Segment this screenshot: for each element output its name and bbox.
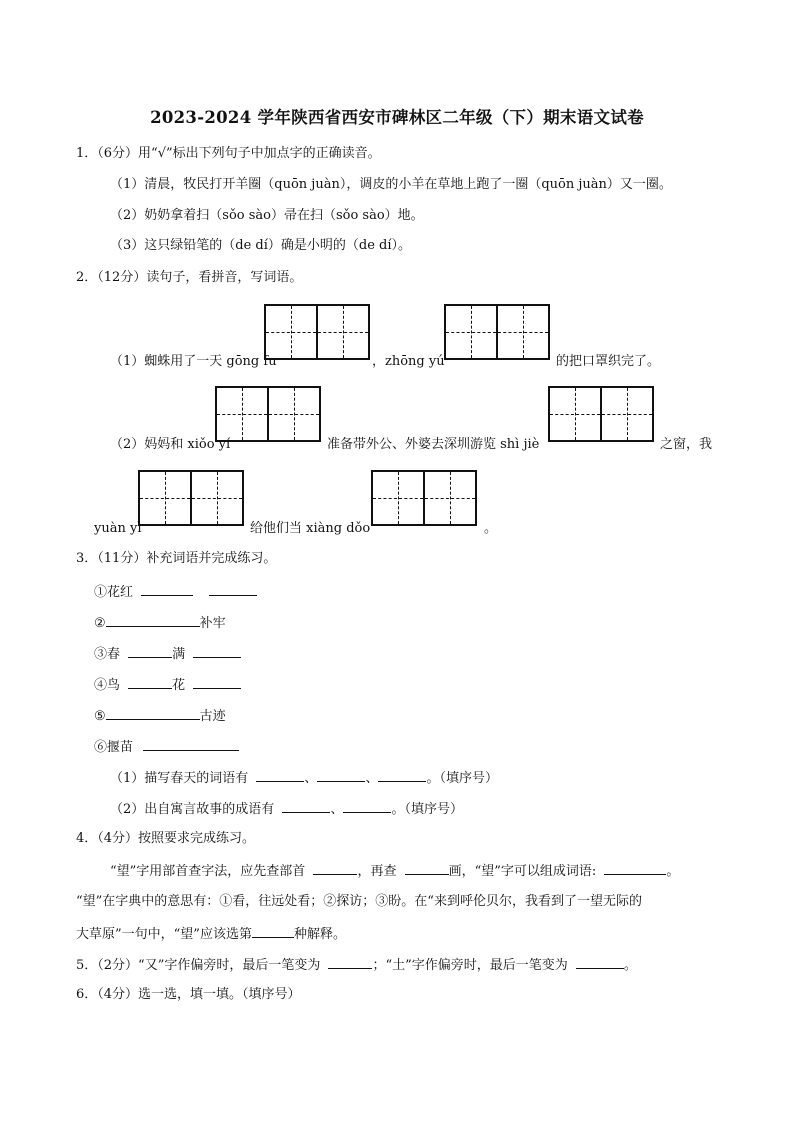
q3-item-4 — [94, 675, 241, 695]
q2-tianzige-shijie[interactable] — [548, 386, 654, 442]
q3-item-4-text-a: ④鸟 — [94, 678, 121, 693]
q6-heading: 6．（4分）选一选，填一填。（填序号） — [76, 987, 301, 1002]
tianzige-cell[interactable] — [425, 472, 475, 524]
q3-item-2-text-b: 补牢 — [199, 616, 226, 631]
q3-item-1 — [94, 582, 257, 602]
q3-part-2-text: （2）出自寓言故事的成语有 — [110, 802, 275, 817]
tianzige-cell[interactable] — [269, 388, 319, 440]
q2-heading: 2．（12分）读句子，看拼音，写词语。 — [76, 270, 303, 285]
fill-blank[interactable] — [141, 582, 193, 596]
q1-sentence-2: （2）奶奶拿着扫（sǒo sào）帚在扫（sǒo sào）地。 — [110, 208, 424, 223]
q2-line1-text-b: ，zhōng yú — [372, 354, 445, 369]
q3-item-1-text: ①花红 — [94, 585, 134, 600]
tianzige-cell[interactable] — [373, 472, 425, 524]
fill-blank[interactable] — [576, 955, 624, 969]
tianzige-cell[interactable] — [318, 306, 368, 358]
tianzige-cell[interactable] — [140, 472, 192, 524]
q5-text-a: 5．（2分）“又”字作偏旁时，最后一笔变为 — [76, 958, 321, 973]
q1-heading: 1．（6分）用“√”标出下列句子中加点字的正确读音。 — [76, 146, 381, 161]
q5-text-b: ；“土”字作偏旁时，最后一笔变为 — [372, 958, 568, 973]
q2-tianzige-gongfu[interactable] — [264, 304, 370, 360]
fill-blank[interactable] — [209, 582, 257, 596]
q3-item-3-text-b: 满 — [172, 647, 186, 662]
q3-part-1 — [110, 768, 498, 788]
q2-tianzige-zhongyu[interactable] — [444, 304, 550, 360]
q2-tianzige-yuanyi[interactable] — [138, 470, 244, 526]
fill-blank[interactable] — [252, 924, 294, 938]
q4-line-1-text-b: ，再查 — [357, 864, 397, 879]
q3-item-5 — [94, 706, 226, 726]
fill-blank[interactable] — [313, 861, 357, 875]
q5-line — [76, 955, 637, 975]
q3-part-2 — [110, 799, 463, 819]
q3-part-1-end: 。（填序号） — [426, 771, 498, 786]
tianzige-cell[interactable] — [446, 306, 498, 358]
tianzige-cell[interactable] — [266, 306, 318, 358]
q4-line-3 — [76, 924, 346, 944]
q2-line3-text-a: yuàn yì — [94, 521, 142, 536]
fill-blank[interactable] — [378, 768, 426, 782]
q3-part-1-text: （1）描写春天的词语有 — [110, 771, 249, 786]
q3-item-6 — [94, 737, 239, 757]
q4-line-1-text-c: 画，“望”字可以组成词语: — [448, 864, 597, 879]
q4-line-3-text-a: 大草原”一句中，“望”应该选第 — [76, 927, 252, 942]
q1-sentence-3: （3）这只绿铅笔的（de dí）确是小明的（de dí）。 — [110, 238, 412, 253]
q2-line2-text-c: 之窗，我 — [660, 437, 713, 452]
fill-blank[interactable] — [405, 861, 449, 875]
tianzige-cell[interactable] — [602, 388, 652, 440]
fill-blank[interactable] — [193, 675, 241, 689]
fill-blank[interactable] — [317, 768, 365, 782]
fill-blank[interactable] — [328, 955, 372, 969]
page-title: 2023-2024 学年陕西省西安市碑林区二年级（下）期末语文试卷 — [150, 108, 644, 127]
q1-sentence-1: （1）清晨，牧民打开羊圈（quōn juàn），调皮的小羊在草地上跑了一圈（quōn juàn）又一圈。 — [110, 177, 672, 192]
q2-line1-text-c: 的把口罩织完了。 — [556, 354, 661, 369]
separator: 、 — [304, 771, 318, 786]
q4-line-1-end: 。 — [666, 864, 680, 879]
q4-line-3-text-b: 种解释。 — [293, 927, 346, 942]
q2-line3-text-c: 。 — [484, 521, 498, 536]
fill-blank[interactable] — [106, 613, 200, 627]
q4-line-2: “望”在字典中的意思有：①看，往远处看；②探访；③盼。在“来到呼伦贝尔，我看到了一望无际的 — [76, 894, 642, 909]
q3-item-3-text-a: ③春 — [94, 647, 121, 662]
q4-heading: 4．（4分）按照要求完成练习。 — [76, 831, 256, 846]
q3-item-4-text-b: 花 — [172, 678, 186, 693]
fill-blank[interactable] — [256, 768, 304, 782]
q3-part-2-end: 。（填序号） — [391, 802, 463, 817]
tianzige-cell[interactable] — [550, 388, 602, 440]
q4-line-1 — [110, 861, 679, 881]
q3-item-3 — [94, 644, 241, 664]
q3-heading: 3．（11分）补充词语并完成练习。 — [76, 551, 277, 566]
q2-line1-text-a: （1）蜘蛛用了一天 gōng fu — [110, 354, 277, 369]
q2-tianzige-xiangdao[interactable] — [371, 470, 477, 526]
tianzige-cell[interactable] — [192, 472, 242, 524]
q3-item-5-text-a: ⑤ — [94, 709, 106, 724]
q3-item-5-text-b: 古迹 — [199, 709, 226, 724]
fill-blank[interactable] — [282, 799, 330, 813]
fill-blank[interactable] — [193, 644, 241, 658]
q2-line3-text-b: 给他们当 xiàng dǒo — [250, 521, 371, 536]
fill-blank[interactable] — [604, 861, 666, 875]
q3-item-2 — [94, 613, 226, 633]
separator: 、 — [365, 771, 379, 786]
fill-blank[interactable] — [106, 706, 200, 720]
q4-line-1-text-a: “望”字用部首查字法，应先查部首 — [110, 864, 306, 879]
q3-item-2-text-a: ② — [94, 616, 106, 631]
separator: 、 — [330, 802, 344, 817]
fill-blank[interactable] — [343, 799, 391, 813]
q3-item-6-text: ⑥揠苗 — [94, 740, 134, 755]
fill-blank[interactable] — [128, 675, 172, 689]
q2-tianzige-xiaoyi[interactable] — [215, 386, 321, 442]
tianzige-cell[interactable] — [217, 388, 269, 440]
q2-line2-text-a: （2）妈妈和 xiǒo yí — [110, 437, 231, 452]
q2-line2-text-b: 准备带外公、外婆去深圳游览 shì jiè — [327, 437, 540, 452]
q5-text-c: 。 — [623, 958, 637, 973]
tianzige-cell[interactable] — [498, 306, 548, 358]
fill-blank[interactable] — [143, 737, 239, 751]
fill-blank[interactable] — [128, 644, 172, 658]
